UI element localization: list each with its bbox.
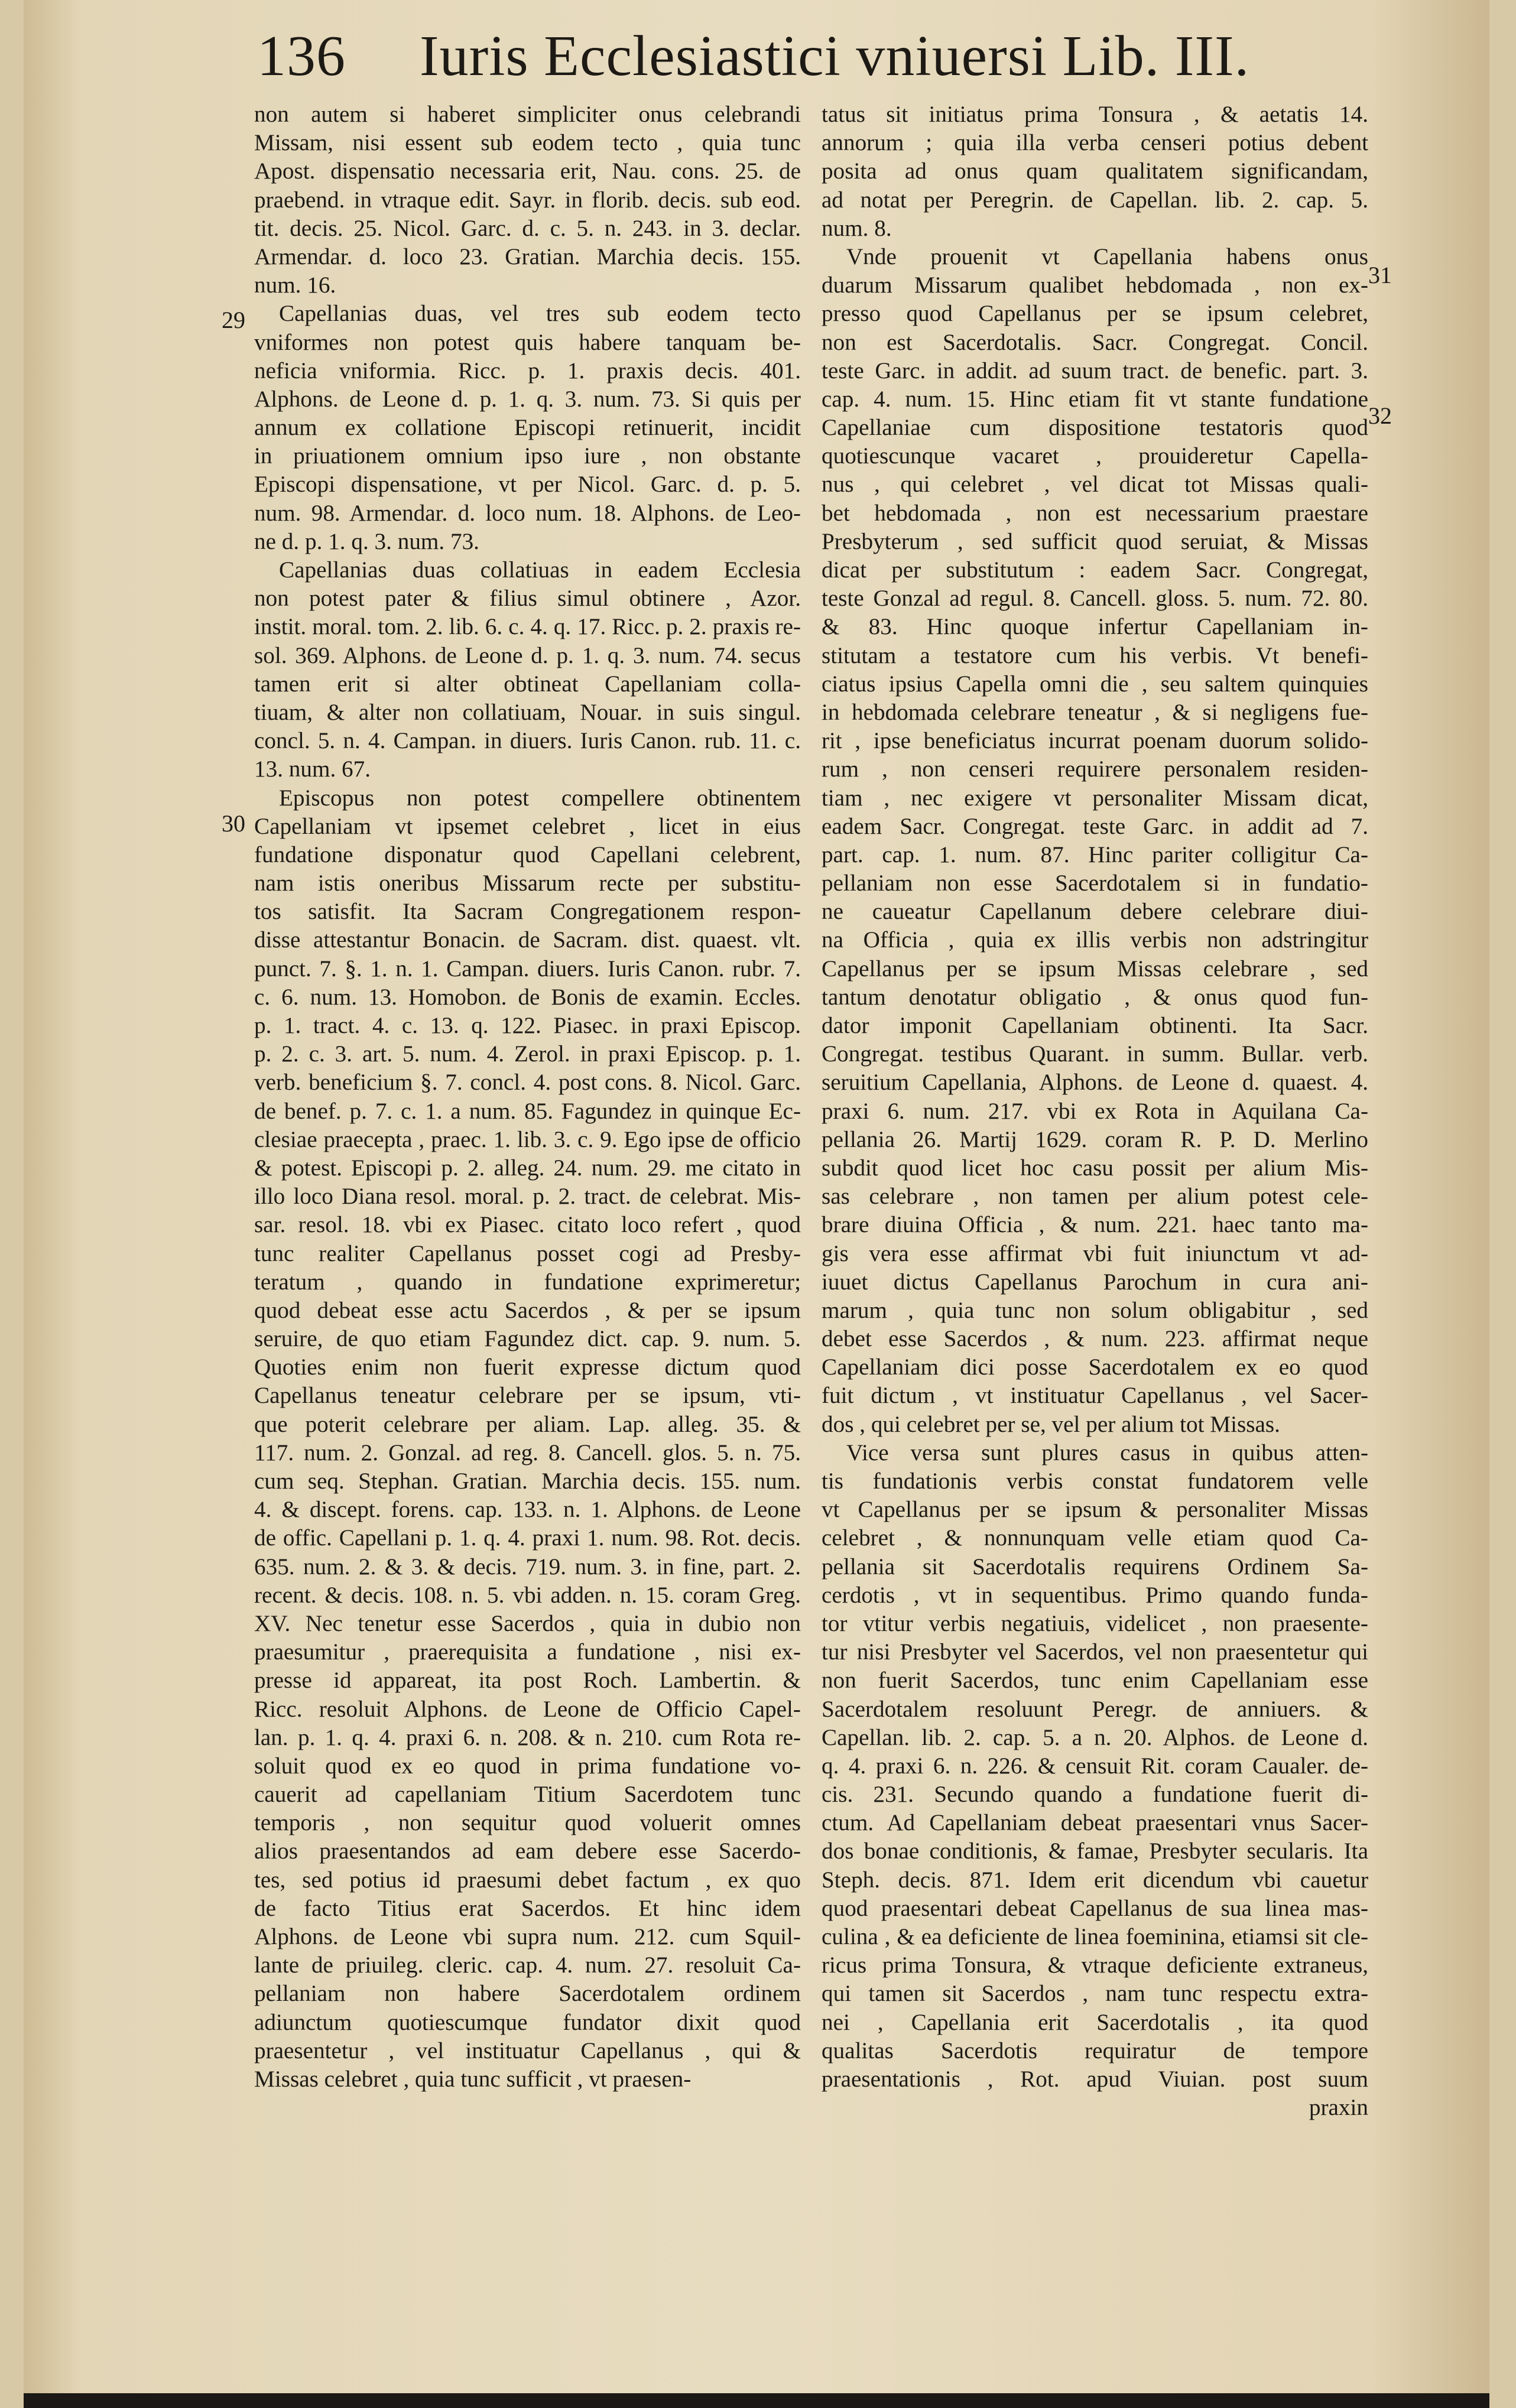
text-line: annum ex collatione Episcopi retinuerit, incidit	[254, 415, 801, 441]
text-line: Capellanias duas collatiuas in eadem Ecclesia	[279, 557, 801, 583]
text-line: Quoties enim non fuerit expresse dictum quod	[254, 1354, 801, 1380]
text-line: culina , & ea deficiente de linea foeminina, etiamsi sit cle-	[822, 1924, 1368, 1949]
text-line: stitutam a testatore cum his verbis. Vt benefi-	[822, 642, 1368, 668]
margin-number: 29	[222, 307, 245, 333]
text-line: tunc realiter Capellanus posset cogi ad Presby-	[254, 1240, 801, 1266]
text-line: rit , ipse beneficiatus incurrat poenam duorum solido-	[822, 728, 1368, 754]
text-line: duarum Missarum qualibet hebdomada , non ex-	[822, 272, 1368, 298]
text-line: tis fundationis verbis constat fundatorem velle	[822, 1468, 1368, 1494]
text-line: cum seq. Stephan. Gratian. Marchia decis. 155. num.	[254, 1468, 801, 1494]
text-line: Presbyterum , sed sufficit quod seruiat, & Missas	[822, 528, 1368, 554]
text-line: sar. resol. 18. vbi ex Piasec. citato loco refert , quod	[254, 1212, 801, 1238]
catchword: praxin	[1309, 2095, 1368, 2121]
text-line: Vice versa sunt plures casus in quibus atten-	[846, 1439, 1368, 1465]
text-line: presso quod Capellanus per se ipsum celebret,	[822, 301, 1368, 327]
text-line: dator imponit Capellaniam obtinenti. Ita Sacr.	[822, 1013, 1368, 1038]
text-line: Armendar. d. loco 23. Gratian. Marchia decis. 155.	[254, 243, 801, 269]
text-line: dos bonae conditionis, & famae, Presbyter secularis. Ita	[822, 1838, 1368, 1864]
text-line: Sacerdotalem resoluunt Peregr. de anniuers. &	[822, 1696, 1368, 1722]
text-line: celebret , & nonnunquam velle etiam quod Ca-	[822, 1525, 1368, 1551]
text-line: tatus sit initiatus prima Tonsura , & aetatis 14.	[822, 102, 1368, 127]
text-line: 4. & discept. forens. cap. 133. n. 1. Alphons. de Leone	[254, 1497, 801, 1523]
text-line: pellaniam non habere Sacerdotalem ordinem	[254, 1981, 801, 2007]
text-line: num. 98. Armendar. d. loco num. 18. Alphons. de Leo-	[254, 500, 801, 526]
text-line: dos , qui celebret per se, vel per alium tot Missas.	[822, 1411, 1280, 1437]
text-line: de facto Titius erat Sacerdos. Et hinc idem	[254, 1895, 801, 1921]
text-line: nei , Capellania erit Sacerdotalis , ita quod	[822, 2009, 1368, 2035]
text-line: brare diuina Officia , & num. 221. haec tanto ma-	[822, 1212, 1368, 1238]
text-line: tantum denotatur obligatio , & onus quod fun-	[822, 984, 1368, 1010]
text-line: part. cap. 1. num. 87. Hinc pariter colligitur Ca-	[822, 841, 1368, 867]
text-line: qualitas Sacerdotis requiratur de tempore	[822, 2037, 1368, 2063]
text-line: non autem si haberet simpliciter onus celebrandi	[254, 102, 801, 127]
text-line: ad notat per Peregrin. de Capellan. lib. 2. cap. 5.	[822, 187, 1368, 213]
text-line: neficia vniformia. Ricc. p. 1. praxis decis. 401.	[254, 358, 801, 384]
text-line: seruitium Capellania, Alphons. de Leone d. quaest. 4.	[822, 1070, 1368, 1096]
text-line: gis vera esse affirmat vbi fuit iniunctum vt ad-	[822, 1240, 1368, 1266]
text-line: Capellaniae cum dispositione testatoris quod	[822, 415, 1368, 441]
text-line: debet esse Sacerdos , & num. 223. affirmat neque	[822, 1326, 1368, 1352]
running-header	[257, 24, 1380, 89]
text-line: iuuet dictus Capellanus Parochum in cura ani-	[822, 1269, 1368, 1295]
text-line: recent. & decis. 108. n. 5. vbi adden. n. 15. coram Greg.	[254, 1582, 801, 1608]
text-line: pellania 26. Martij 1629. coram R. P. D. Merlino	[822, 1126, 1368, 1152]
text-line: presse id appareat, ita post Roch. Lambertin. &	[254, 1668, 801, 1694]
text-line: praesentetur , vel instituatur Capellanus , qui &	[254, 2037, 801, 2063]
text-line: Capellaniam vt ipsemet celebret , licet in eius	[254, 813, 801, 839]
text-line: bet hebdomada , non est necessarium praestare	[822, 500, 1368, 526]
text-line: eadem Sacr. Congregat. teste Garc. in addit ad 7.	[822, 813, 1368, 839]
text-line: tor vtitur verbis negatiuis, videlicet , non praesente-	[822, 1610, 1368, 1636]
text-line: illo loco Diana resol. moral. p. 2. tract. de celebrat. Mis-	[254, 1184, 801, 1210]
text-line: Alphons. de Leone d. p. 1. q. 3. num. 73. Si quis per	[254, 386, 801, 412]
text-line: Missas celebret , quia tunc sufficit , vt praesen-	[254, 2066, 692, 2092]
text-line: lan. p. 1. q. 4. praxi 6. n. 208. & n. 210. cum Rota re-	[254, 1724, 801, 1750]
text-line: nus , qui celebret , vel dicat tot Missas quali-	[822, 472, 1368, 498]
text-line: Ricc. resoluit Alphons. de Leone de Officio Capel-	[254, 1696, 801, 1722]
text-line: q. 4. praxi 6. n. 226. & censuit Rit. coram Caualer. de-	[822, 1753, 1368, 1779]
text-line: Vnde prouenit vt Capellania habens onus	[846, 243, 1368, 269]
text-line: vniformes non potest quis habere tanquam be-	[254, 329, 801, 355]
margin-number: 31	[1368, 262, 1392, 288]
text-line: tos satisfit. Ita Sacram Congregationem respon-	[254, 899, 801, 925]
text-line: Episcopi dispensatione, vt per Nicol. Garc. d. p. 5.	[254, 472, 801, 498]
text-line: seruire, de quo etiam Fagundez dict. cap. 9. num. 5.	[254, 1326, 801, 1352]
text-line: praesumitur , praerequisita a fundatione , nisi ex-	[254, 1639, 801, 1665]
left-column	[254, 100, 801, 2094]
text-line: praxi 6. num. 217. vbi ex Rota in Aquilana Ca-	[822, 1098, 1368, 1124]
text-line: Episcopus non potest compellere obtinentem	[279, 785, 801, 811]
text-line: na Officia , quia ex illis verbis non adstringitur	[822, 927, 1368, 953]
text-line: praebend. in vtraque edit. Sayr. in florib. decis. sub eod.	[254, 187, 801, 213]
text-line: teste Garc. in addit. ad suum tract. de benefic. part. 3.	[822, 358, 1368, 384]
text-line: annorum ; quia illa verba censeri potius debent	[822, 130, 1368, 156]
page-bottom-edge	[24, 2393, 1489, 2408]
text-line: Capellanus per se ipsum Missas celebrare , sed	[822, 956, 1368, 982]
text-line: sas celebrare , non tamen per alium potest cele-	[822, 1184, 1368, 1210]
text-line: ctum. Ad Capellaniam debeat praesentari vnus Sacer-	[822, 1810, 1368, 1836]
text-line: tur nisi Presbyter vel Sacerdos, vel non praesentetur qui	[822, 1639, 1368, 1665]
text-line: dicat per substitutum : eadem Sacr. Congregat,	[822, 557, 1368, 583]
text-line: num. 8.	[822, 215, 892, 241]
text-line: qui tamen sit Sacerdos , nam tunc respectu extra-	[822, 1981, 1368, 2007]
text-line: fundatione disponatur quod Capellani celebrent,	[254, 841, 801, 867]
text-line: cis. 231. Secundo quando a fundatione fuerit di-	[822, 1782, 1368, 1808]
text-line: 117. num. 2. Gonzal. ad reg. 8. Cancell. glos. 5. n. 75.	[254, 1439, 801, 1465]
text-line: que poterit celebrare per aliam. Lap. alleg. 35. &	[254, 1411, 801, 1437]
text-line: Steph. decis. 871. Idem erit dicendum vbi cauetur	[822, 1867, 1368, 1893]
text-line: & 83. Hinc quoque infertur Capellaniam in-	[822, 614, 1368, 640]
text-line: alios praesentandos ad eam debere esse Sacerdo-	[254, 1838, 801, 1864]
text-line: p. 1. tract. 4. c. 13. q. 122. Piasec. in praxi Episcop.	[254, 1013, 801, 1038]
text-line: Alphons. de Leone vbi supra num. 212. cum Squil-	[254, 1924, 801, 1949]
text-line: nam istis oneribus Missarum recte per substitu-	[254, 870, 801, 896]
text-line: verb. beneficium §. 7. concl. 4. post cons. 8. Nicol. Garc.	[254, 1070, 801, 1096]
text-line: num. 16.	[254, 272, 336, 298]
text-line: subdit quod licet hoc casu possit per alium Mis-	[822, 1155, 1368, 1181]
text-line: Capellan. lib. 2. cap. 5. a n. 20. Alphos. de Leone d.	[822, 1724, 1368, 1750]
text-line: disse attestantur Bonacin. de Sacram. dist. quaest. vlt.	[254, 927, 801, 953]
text-line: pellania sit Sacerdotalis requirens Ordinem Sa-	[822, 1554, 1368, 1580]
text-line: ne caueatur Capellanum debere celebrare diui-	[822, 899, 1368, 925]
text-line: temporis , non sequitur quod voluerit omnes	[254, 1810, 801, 1836]
text-line: cerdotis , vt in sequentibus. Primo quando funda-	[822, 1582, 1368, 1608]
text-line: lante de priuileg. cleric. cap. 4. num. 27. resoluit Ca-	[254, 1952, 801, 1978]
text-line: punct. 7. §. 1. n. 1. Campan. diuers. Iuris Canon. rubr. 7.	[254, 956, 801, 982]
text-line: ne d. p. 1. q. 3. num. 73.	[254, 528, 479, 554]
text-line: praesentationis , Rot. apud Viuian. post suum	[822, 2066, 1368, 2092]
text-line: ciatus ipsius Capella omni die , seu saltem quinquies	[822, 671, 1368, 697]
text-line: rum , non censeri requirere personalem residen-	[822, 756, 1368, 782]
text-line: c. 6. num. 13. Homobon. de Bonis de examin. Eccles.	[254, 984, 801, 1010]
text-line: Apost. dispensatio necessaria erit, Nau. cons. 25. de	[254, 158, 801, 184]
text-line: in priuationem omnium ipso iure , non obstante	[254, 443, 801, 469]
text-line: Capellaniam dici posse Sacerdotalem ex eo quod	[822, 1354, 1368, 1380]
text-line: marum , quia tunc non solum obligabitur , sed	[822, 1297, 1368, 1323]
text-line: soluit quod ex eo quod in prima fundatione vo-	[254, 1753, 801, 1779]
text-line: p. 2. c. 3. art. 5. num. 4. Zerol. in praxi Episcop. p. 1.	[254, 1041, 801, 1067]
text-line: Missam, nisi essent sub eodem tecto , quia tunc	[254, 130, 801, 156]
text-line: tamen erit si alter obtineat Capellaniam colla-	[254, 671, 801, 697]
text-line: & potest. Episcopi p. 2. alleg. 24. num. 29. me citato in	[254, 1155, 801, 1181]
text-line: concl. 5. n. 4. Campan. in diuers. Iuris Canon. rub. 11. c.	[254, 728, 801, 754]
text-line: adiunctum quotiescumque fundator dixit quod	[254, 2009, 801, 2035]
text-line: quod praesentari debeat Capellanus de sua linea mas-	[822, 1895, 1368, 1921]
text-line: instit. moral. tom. 2. lib. 6. c. 4. q. 17. Ricc. p. 2. praxis re-	[254, 614, 801, 640]
text-line: quod debeat esse actu Sacerdos , & per se ipsum	[254, 1297, 801, 1323]
text-line: non fuerit Sacerdos, tunc enim Capellaniam esse	[822, 1668, 1368, 1694]
text-line: pellaniam non esse Sacerdotalem si in fundatio-	[822, 870, 1368, 896]
text-line: de offic. Capellani p. 1. q. 4. praxi 1. num. 98. Rot. decis.	[254, 1525, 801, 1551]
text-line: vt Capellanus per se ipsum & personaliter Missas	[822, 1497, 1368, 1523]
text-line: cauerit ad capellaniam Titium Sacerdotem tunc	[254, 1782, 801, 1808]
text-line: non est Sacerdotalis. Sacr. Congregat. Concil.	[822, 329, 1368, 355]
text-line: teratum , quando in fundatione exprimeretur;	[254, 1269, 801, 1295]
text-line: tes, sed potius id praesumi debet factum , ex quo	[254, 1867, 801, 1893]
text-line: sol. 369. Alphons. de Leone d. p. 1. q. 3. num. 74. secus	[254, 642, 801, 668]
right-column	[822, 100, 1368, 2122]
text-line: cap. 4. num. 15. Hinc etiam fit vt stante fundatione	[822, 386, 1368, 412]
text-line: Capellanias duas, vel tres sub eodem tecto	[279, 301, 801, 327]
text-line: in hebdomada celebrare teneatur , & si negligens fue-	[822, 699, 1368, 725]
text-line: non potest pater & filius simul obtinere , Azor.	[254, 586, 801, 612]
book-page	[24, 0, 1489, 2408]
text-line: Capellanus teneatur celebrare per se ipsum, vti-	[254, 1383, 801, 1409]
text-line: XV. Nec tenetur esse Sacerdos , quia in dubio non	[254, 1610, 801, 1636]
text-line: clesiae praecepta , praec. 1. lib. 3. c. 9. Ego ipse de officio	[254, 1126, 801, 1152]
text-line: Congregat. testibus Quarant. in summ. Bullar. verb.	[822, 1041, 1368, 1067]
text-line: 635. num. 2. & 3. & decis. 719. num. 3. in fine, part. 2.	[254, 1554, 801, 1580]
text-line: tiuam, & alter non collatiuam, Nouar. in suis singul.	[254, 699, 801, 725]
text-line: tiam , nec exigere vt personaliter Missam dicat,	[822, 785, 1368, 811]
text-line: posita ad onus quam qualitatem significandam,	[822, 158, 1368, 184]
text-line: fuit dictum , vt instituatur Capellanus , vel Sacer-	[822, 1383, 1368, 1409]
margin-number: 32	[1368, 402, 1392, 429]
running-title: Iuris Ecclesiastici vniuersi Lib. III.	[420, 24, 1250, 88]
text-line: teste Gonzal ad regul. 8. Cancell. gloss. 5. num. 72. 80.	[822, 586, 1368, 612]
margin-number: 30	[222, 810, 245, 837]
text-line: tit. decis. 25. Nicol. Garc. d. c. 5. n. 243. in 3. declar.	[254, 215, 801, 241]
page-number: 136	[257, 24, 346, 88]
text-line: quotiescunque vacaret , prouideretur Capella-	[822, 443, 1368, 469]
text-line: ricus prima Tonsura, & vtraque deficiente extraneus,	[822, 1952, 1368, 1978]
text-line: 13. num. 67.	[254, 756, 371, 782]
text-line: de benef. p. 7. c. 1. a num. 85. Fagundez in quinque Ec-	[254, 1098, 801, 1124]
